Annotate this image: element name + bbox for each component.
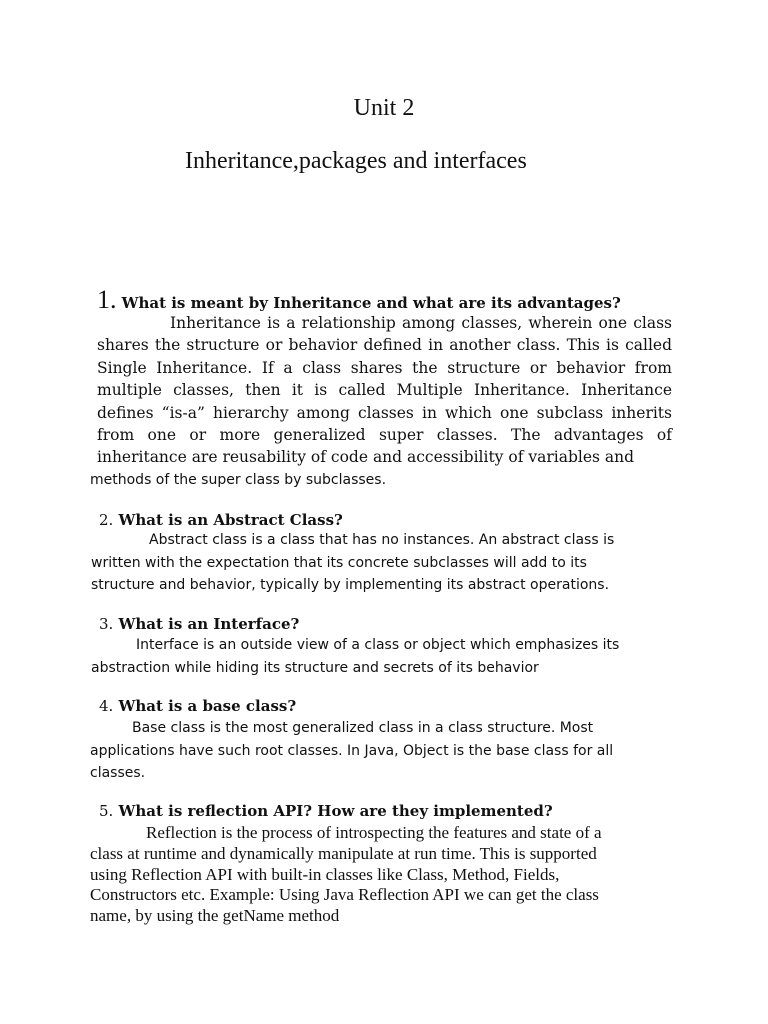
- question-3-heading: [99, 615, 299, 633]
- answer-2-line-1: Abstract class is a class that has no instances. An abstract class is: [149, 532, 615, 548]
- question-4-heading: [99, 697, 296, 715]
- answer-2: [91, 529, 661, 597]
- document-subtitle: Inheritance,packages and interfaces: [185, 148, 527, 174]
- answer-5-line-5: name, by using the getName method: [90, 906, 340, 926]
- answer-3-line-1: Interface is an outside view of a class or object which emphasizes its: [136, 637, 620, 653]
- answer-3-line-2: abstraction while hiding its structure and secrets of its behavior: [91, 659, 539, 676]
- answer-3: [91, 634, 661, 679]
- question-3-text: What is an Interface?: [118, 615, 300, 633]
- answer-1-tail: methods of the super class by subclasses.: [90, 472, 387, 488]
- question-5-heading: [99, 802, 553, 820]
- question-1-heading: [97, 285, 621, 315]
- unit-title: Unit 2: [353, 95, 415, 121]
- question-2-number: 2.: [99, 511, 114, 529]
- question-1-text: What is meant by Inheritance and what are its advantages?: [121, 294, 621, 312]
- answer-4-line-2: applications have such root classes. In Java, Object is the base class for all: [90, 742, 614, 759]
- answer-4-line-1: Base class is the most generalized class in a class structure. Most: [132, 720, 594, 736]
- question-4-text: What is a base class?: [118, 697, 297, 715]
- answer-1-main: Inheritance is a relationship among classes, wherein one class shares the structure or behavior defined in another class. This is called Single Inheritance. If a class shares the structure or behavior from multiple classes, then it is called Multiple Inheritance. Inheritance defines “is-a” hierarchy among classes in which one subclass inherits from one or more generalized super classes. The advantages of inheritance are reusability of code and accessibility of variables and: [97, 314, 672, 467]
- answer-5: [90, 823, 650, 927]
- question-2-text: What is an Abstract Class?: [118, 511, 343, 529]
- answer-2-line-2: written with the expectation that its concrete subclasses will add to its: [91, 554, 587, 571]
- question-2-heading: [99, 511, 343, 529]
- question-5-text: What is reflection API? How are they implemented?: [118, 802, 553, 820]
- question-3-number: 3.: [99, 615, 114, 633]
- question-4-number: 4.: [99, 697, 114, 715]
- answer-5-line-1: Reflection is the process of introspecting the features and state of a: [146, 823, 602, 842]
- answer-5-line-3: using Reflection API with built-in classes like Class, Method, Fields,: [90, 864, 560, 884]
- question-1-number: 1.: [97, 285, 117, 314]
- answer-5-line-4: Constructors etc. Example: Using Java Reflection API we can get the class: [90, 885, 599, 905]
- answer-5-line-2: class at runtime and dynamically manipulate at run time. This is supported: [90, 843, 597, 863]
- answer-2-line-3: structure and behavior, typically by implementing its abstract operations.: [91, 577, 610, 593]
- answer-4-line-3: classes.: [90, 765, 146, 781]
- question-5-number: 5.: [99, 802, 114, 820]
- answer-4: [90, 717, 660, 785]
